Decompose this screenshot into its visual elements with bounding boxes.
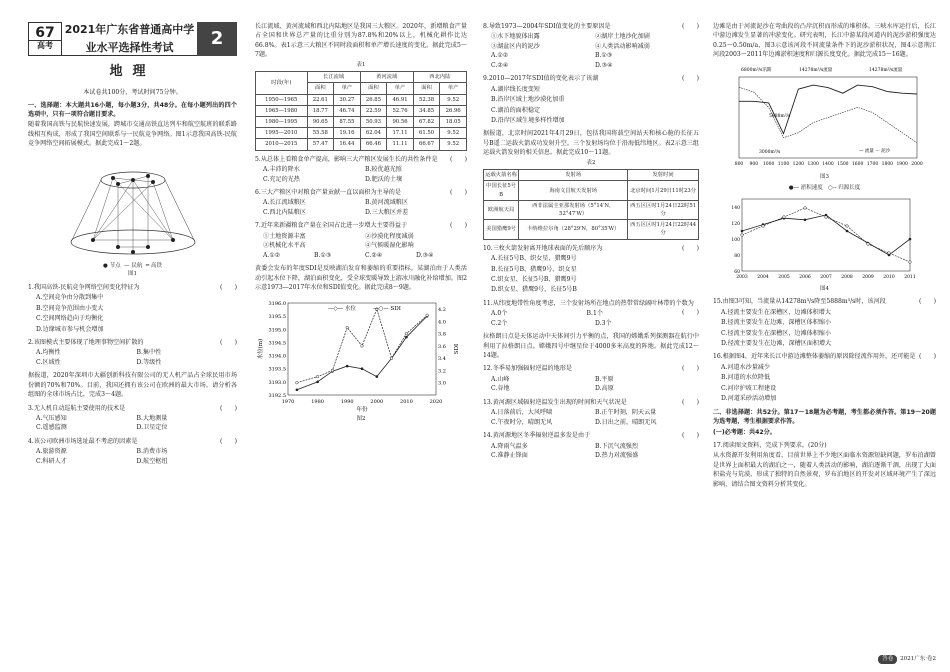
series-line-silting [742,215,910,255]
question-17: 17.阅读图文资料，完成下列要求。(20分) 从水资源开发利用角度看，目前世界上不少地区面临水资源短缺问题，罗布泊湖曾是世界上面积最大的湖泊之一，随着人类活动的影响，湖泊逐渐干涸，出现了大面积盐壳与荒漠，形成了独特的自然景观，罗布泊地区的开发对区域环境产生了深远影响，请结合图文资料分析其变化。 [713,441,936,488]
x-tick-label: 900 [749,161,759,167]
point-length [887,251,890,254]
question-9: 9.2010—2017年SDI值的变化表示了该湖 ( ) A.湖岸线长度变短 B.沿岸区域土地沙漠化加重 C.湖泊的面积稳定 D.沿岸区域生境多样性增加 [483,75,699,124]
x-tick-label: 1000 [762,161,775,167]
x-tick-label: 2010 [400,399,413,406]
logo-text: 高考 [29,40,61,51]
intro-7: 边滩是由于河流泥沙在弯曲段的凸岸沉积而形成的堆积体。三峡水库运行后，长江中游边滩发生显著的冲淤变化。研究表明，长江中游某段河道内的泥沙淤积强度达0.25～0.50m/a，图3示意该河段不同流量条件下的泥沙淤积状况，图4示意荆江河段2003～2011年边滩淤积速度和归源长度变化。据此完成15～16题。 [713,23,936,59]
table-1-row: 1965—1980 18.77 46.74 22.59 52.76 34.85 26.96 [256,105,467,116]
point-sdi [316,376,319,379]
x-tick-label: 2006 [798,274,811,280]
x-tick-label: 1700 [866,161,879,167]
network-diagram [58,152,208,262]
table-2-title: 表2 [586,159,596,166]
y2-axis-label: SDI [454,344,460,355]
exam-note: 本试卷共100分，考试时间75分钟。 [83,89,182,97]
table-2-row: 中国长征5号B 海南文昌航天发射场 北京时间1月29日11时23分 [484,181,699,200]
y-tick-label: 120 [730,221,740,227]
intro-3: 长江流域、黄河流域和西北内陆地区是我国三大粮区。2020年，新增粮食产量占全国和世界总产量的比重分别为87.8%和20%以上，机械化耕作比达66.8%。表1示意三大粮区不同时段面积和单产增长速度的变化。据此完成5～7题。 [255,23,467,59]
y-tick-label: 60 [733,269,740,275]
x-tick-label: 2007 [819,274,832,280]
x-tick-label: 2020 [429,399,443,406]
x-axis-label: 年份 [356,407,368,414]
series-line-flow [739,85,917,134]
column-4 [705,0,950,672]
point-level [316,381,319,384]
question-3: 3.无人机自动巡航主要使用的技术是 ( ) A.气压感知 B.大地测量 C.遥感监测 D.卫星定位 [28,404,237,432]
table-1-row: 1980—1995 90.65 87.55 50.93 90.56 67.82 18.05 [256,117,467,128]
point-level [405,336,408,339]
question-4: 4.该公司欧洲市场选址最不考虑的因素是 ( ) A.旅游资源 B.消费市场 C.科研人才 D.航空枢纽 [28,437,237,465]
x-tick-label: 800 [734,161,744,167]
footer-text: 2021广东·卷2 [900,656,936,663]
silting-chart [720,193,930,285]
point-length [866,242,869,245]
question-15: 15.由图3可知，当流量从14278m³/s降至5888m³/s时，该河段 ( ) A.径流主要发生在深槽区，边滩体积增大 B.径流主要发生在边滩，深槽区体积缩小 C.径流主要发生在深槽区，边滩体积缩小 D.径流主要发生在边滩，深槽区面积增大 [713,298,936,348]
x-tick-label: 1300 [807,161,819,167]
y-tick-label: 100 [730,237,740,243]
point-sdi [331,370,334,373]
figure-2-caption: 图2 [356,416,366,423]
annotation: 5888m³/s [769,113,791,119]
annotation: 6800m³/s汛期 [741,67,772,73]
y-tick-label: 140 [730,205,740,211]
x-tick-label: 2010 [882,274,895,280]
page-footer [878,655,936,664]
intro-1: 随着我国高铁与民航快速发展，跨城市交通高铁直达列车和航空航班的联系路线相互构成，形成了我国空间联系与一民航竞争网络。图1示意我国高铁-民航竞争网络空间拓展模式。据此完成1～2题。 [28,121,237,148]
x-tick-label: 1400 [822,161,834,167]
y-tick-label: 3196.0 [268,301,286,308]
section-2a-heading: (一)必考题：共42分。 [713,428,776,436]
x-tick-label: 2000 [911,161,923,167]
point-level [376,376,379,379]
x-tick-label: 1970 [281,399,295,406]
question-2: 2.该图模式主要体现了地理事物空间扩散的 ( ) A.均衡性 B.集中性 C.区域性 D.等级性 [28,338,237,366]
intro-4: 黄委会发布的年度SDI是反映湖泊发育和萎缩的重要指标。某湖泊由于人类活动引起水位下降，湖泊面积变化，受全球变暖导致上游冰川融化补给增加。图2示意1973—2017年水位和SDI值变化。据此完成8～9题。 [255,265,467,291]
figure-2 [255,295,467,424]
question-5: 5.从总体上看粮食单产提高，影响三大产粮区发展生长的共性条件是 ( ) A.丰沛的降水 B.较优越光照 C.充足的光热 D.肥沃的土壤 [255,155,467,183]
table-1-title: 表1 [356,61,366,68]
question-16: 16.根据图4，近年来长江中游边滩整体萎缩的原因除径流作用外，还可能是 ( ) A.河道水沙量减少 B.河道的水位降低 C.河岸护坡工程建设 D.河道采砂活动增加 [713,353,936,403]
point-length [782,215,785,218]
y-tick-label: 3193.0 [268,380,286,387]
point-sdi [390,357,393,360]
figure-1-legend: ● 节点 — 民航 ═ 高铁 [103,262,162,269]
y-tick-label: 3193.5 [268,367,286,374]
figure-3 [713,63,936,182]
figure-3-caption: 图3 [820,173,829,180]
question-8: 8.导致1973—2004年SDI值变化的主要原因是 ( ) ①水下地貌体出露 ②湖岸土地沙化加剧 ③湖盆区内的泥沙 ④人类活动影响减弱 A.①② B.①③ C.②④ D.③④ [483,23,699,69]
x-tick-label: 1600 [851,161,864,167]
question-11: 11.从纬度地带性角度考虑，三个发射场所在地点的热带常绿阔叶林带的个数为 ( ) A.0个 B.1个 C.2个 D.3个 [483,299,699,327]
column-1 [0,0,243,672]
annotation: 14278m³/s流量 [869,67,903,73]
intro-2: 据报道，2020年深圳市大疆创新科技有限公司的无人机产品占全球民用市场份额的70%和70%。目前，我国还拥有该公司在欧洲的最大市场。请分析各组图的全球市场占比，完成3～4题。 [28,372,237,399]
y2-tick-label: 3.2 [438,368,446,375]
point-silting [803,218,806,221]
brand-logo [28,22,62,56]
table-1: 时段(年) 长江流域 黄河流域 西北内陆 面积 单产 面积 单产 面积 单产 1950—1965 22.61 30.27 26.85 46.91 52.38 9.52 1965—1980 18.77 46.74 22.59 52.76 34.85 26.96 1980—1995 90.65 87.55 50.93 90.56 67.82 18.05 1995—2010 55.58 19.16 62.04 17.11 61.50 9.52 2010—2015 57.47 16.44 66.46 11.11 66.67 9.52 [255,71,467,150]
point-length [740,233,743,236]
annotation: 3000m³/s [759,149,781,155]
figure-4-legend: ●— 淤积速度 ○-- 归源长度 [788,185,861,192]
question-14: 14.黄河源地区冬季辐射逆温多发是由于 ( ) A.降雨气温多 B.下沉气流强烈 C.准静止锋面 D.热力对流强盛 [483,432,699,459]
flow-sediment-chart [717,63,932,173]
series-line-level [297,317,427,391]
table-1-row: 1995—2010 55.58 19.16 62.04 17.11 61.50 9.52 [256,128,467,139]
point-length [824,215,827,218]
column-2 [243,0,473,672]
point-level [361,368,364,371]
intro-6: 拉格朗日点是天体运动中天体间引力平衡的点，我国的嫦娥系列探测器在航行中利用了拉格朗日点。嫦娥四号中继星位于4000多米高度的阵地。据此完成12～14题。 [483,333,699,359]
y-axis-label: 水位(m) [258,339,264,360]
legend-level: —◇— 水位 [328,306,356,313]
point-length [845,224,848,227]
point-sdi [346,327,349,330]
y2-tick-label: 3.4 [438,356,446,363]
x-tick-label: 2005 [777,274,790,280]
annotation: 14278m³/s流量 [799,67,833,73]
point-silting [740,229,743,232]
subject-title: 地理 [109,64,156,79]
y-tick-label: 3195.0 [268,327,286,334]
x-tick-label: 1980 [311,399,324,406]
figure-4-caption: 图4 [820,285,829,292]
x-tick-label: 1900 [896,161,908,167]
x-tick-label: 2000 [370,399,384,406]
series-line-sediment [739,87,917,143]
y2-tick-label: 4.2 [438,307,446,314]
exam-header [28,22,237,56]
section-2-heading: 二、非选择题：共52分。第17～18题为必考题，考生都必须作答。第19～20题为选考题，考生根据要求作答。 [713,408,936,426]
x-tick-label: 1500 [837,161,849,167]
point-sdi [405,333,408,336]
footer-badge: 答卷 [878,655,897,664]
x-tick-label: 2008 [840,274,853,280]
table-2: 运载火箭名称 发射场 发射时间 中国长征5号B 海南文昌航天发射场 北京时间1月29日11时23分 欧洲航天局 西非法属圭亚那发射场（5°14′N，52°47′W） 西五区区时1月24日22时51分 美国猎鹰9号 卡纳维拉尔角（28°29′N，80°35′W） 西五区区时1月24日22时44分 [483,169,699,239]
y2-tick-label: 4.0 [438,319,446,326]
y-tick-label: 3194.5 [268,340,286,347]
point-length [908,260,911,263]
plot-frame [742,199,910,271]
table-2-row: 美国猎鹰9号 卡纳维拉尔角（28°29′N，80°35′W） 西五区区时1月24日22时44分 [484,220,699,239]
x-tick-label: 1800 [881,161,894,167]
point-sdi [426,314,429,317]
x-tick-label: 1100 [777,161,790,167]
water-level-sdi-chart [256,295,466,415]
y2-tick-label: 3.8 [438,332,446,339]
legend-sdi: —○— SDI [373,306,401,313]
table-2-row: 欧洲航天局 西非法属圭亚那发射场（5°14′N，52°47′W） 西五区区时1月24日22时51分 [484,200,699,219]
intro-5: 据报道，北京时间2021年4月29日，包括我国将载空间站天和核心舱的长征五号B遥二运载火箭成功发射升空。三个发射场均位于沿海低纬地区。表2示意三组运载火箭发射的相关信息。据此完成10～11题。 [483,130,699,157]
question-7: 7.近年来新疆粮食产量在全国占比进一步增大主要得益于 ( ) ①土地资源丰富 ②沙漠化程度减弱 ③机械化水平高 ④气候暖湿化影响 A.①② B.①③ C.②④ D.③④ [255,222,467,259]
point-length [761,224,764,227]
y2-tick-label: 3.0 [438,381,446,388]
point-level [346,365,349,368]
question-1: 1.我国高铁-民航竞争网络空间变化特征为 ( ) A.空间竞争由分散到集中 B.空间竞争范围由小变大 C.空间网络趋向于均衡化 D.边缘城市参与机会增加 [28,283,237,333]
plot-frame [288,303,436,395]
x-tick-label: 1990 [340,399,354,406]
point-level [296,389,299,392]
figure-1 [28,152,237,279]
point-sdi [361,345,364,348]
column-3 [473,0,705,672]
figure-1-caption: 图1 [128,271,137,278]
exam-number: 2 [197,22,237,56]
y-tick-label: 80 [733,253,740,259]
question-12: 12.冬季易加强辐射逆温的地形是 ( ) A.山峰 B.平原 C.谷地 D.高原 [483,365,699,393]
question-10: 10.三枚火箭发射离开地球表面的先后顺序为 ( ) A.长征5号B、织女星、猎鹰9号 B.长征5号B、猎鹰9号、织女星 C.织女星、长征5号B、猎鹰9号 D.织女星、猎鹰9号、长征5号B [483,244,699,294]
point-sdi [296,382,299,385]
x-tick-label: 2009 [861,274,874,280]
legend-flow-sediment: — 流量 ··· 泥沙 [859,148,891,154]
x-tick-label: 2003 [735,274,748,280]
y-tick-label: 3192.5 [268,393,286,400]
x-tick-label: 1200 [792,161,805,167]
table-1-row: 1950—1965 22.61 30.27 26.85 46.91 52.38 9.52 [256,94,467,105]
section-1-heading: 一、选择题：本大题共16小题，每小题3分，共48分。在每小题列出的四个选项中，只有一项符合题目要求。 [28,101,237,119]
question-6: 6.三大产粮区中对粮食产量贡献一直以面积为主导的是 ( ) A.长江流域粮区 B.黄河流域粮区 C.西北内陆粮区 D.三大粮区并差 [255,189,467,216]
point-silting [908,237,911,240]
x-tick-label: 2011 [903,274,916,280]
point-silting [845,229,848,232]
x-tick-label: 2004 [756,274,769,280]
y-tick-label: 3194.0 [268,353,286,360]
question-13: 13.黄河源区域辐射逆温发生出现的时间和天气状况是 ( ) A.日落前后，大风呼啸 B.正午时刻，阴天云量 C.午夜时分，晴朗无风 D.日出之前，晴朗无风 [483,398,699,426]
logo-number: 67 [35,25,55,41]
y2-tick-label: 3.6 [438,344,446,351]
exam-title: 2021年广东省普通高中学业水平选择性考试 [64,23,195,54]
point-length [803,206,806,209]
y-tick-label: 3195.5 [268,314,286,321]
figure-4 [713,184,936,293]
table-1-row: 2010—2015 57.47 16.44 66.46 11.11 66.67 9.52 [256,139,467,150]
